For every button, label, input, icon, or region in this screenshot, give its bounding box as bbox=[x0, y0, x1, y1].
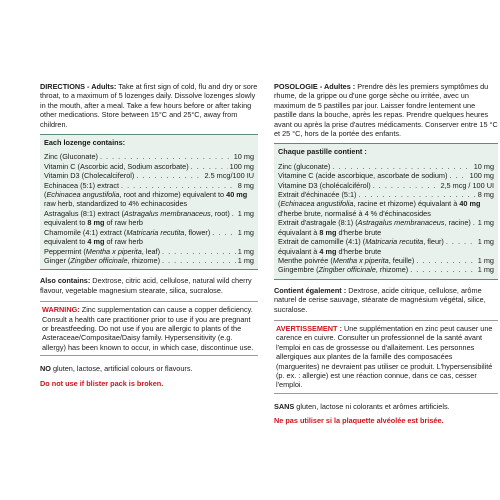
ingredient-row bbox=[278, 162, 494, 171]
ingredient-row bbox=[278, 181, 494, 190]
top-blank-area bbox=[0, 0, 500, 55]
ingredient-row: Astragalus (8:1) extract (Astragalus membranaceus, root) . . . 1 mg bbox=[44, 209, 254, 218]
ingredient-name: Extrait d'échinacée (5:1) bbox=[278, 190, 357, 200]
ingredients-box-fr bbox=[274, 143, 498, 279]
directions-text: Take at first sign of cold, flu and dry or sore throat, to a maximum of 5 lozenges daily. Dissolve lozenges slowly in the mouth, after a meal. Take a few hours before or after taking other medications. Store between 15°C and 25°C, away from children. bbox=[40, 82, 258, 129]
ingredient-amount: 8 mg bbox=[477, 190, 494, 200]
posologie-text: Prendre dès les premiers symptômes du rhume, de la grippe ou d'une gorge sèche ou irritée, avec un maximum de 5 pastilles par jour. Laisser fondre lentement une pastille dans la bouche, après les repas. Prendre quelques heures avant ou après la prise d'autres médicaments. Conserver entre 15 °C et 25 °C, hors de la portée des enfants. bbox=[274, 82, 498, 139]
ingredients-title-fr: Chaque pastille contient : bbox=[278, 147, 367, 157]
posologie-label: POSOLOGIE - Adultes : bbox=[274, 82, 356, 91]
ingredient-row bbox=[278, 171, 494, 180]
blister-warning-fr: Ne pas utiliser si la plaquette alvéolée est brisée. bbox=[274, 416, 444, 426]
warning-label: WARNING: bbox=[42, 305, 80, 315]
ingredient-amount: 100 mg bbox=[229, 161, 254, 171]
also-contains: Also contains: Dextrose, citric acid, cellulose, natural wild cherry flavour, vegetable magnesium stearate, silica, sucralose. bbox=[40, 276, 252, 295]
french-column bbox=[274, 82, 498, 431]
ingredient-row: Extrait d'astragale (8:1) (Astragalus membranaceus, racine) . . . 1 mg bbox=[278, 218, 494, 227]
ingredient-name: Echinacea (5:1) extract bbox=[44, 180, 120, 190]
free-from-statement: NO gluten, lactose, artificial colours or flavours. bbox=[40, 364, 193, 374]
ingredient-name: Vitamine C (acide ascorbique, ascorbate de sodium) bbox=[278, 171, 448, 181]
ingredient-name: Vitamine D3 (cholécalciférol) bbox=[278, 180, 371, 190]
ingredient-name: Vitamin D3 (Cholecalciferol) bbox=[44, 171, 135, 181]
warning-text-fr: Une supplémentation en zinc peut causer une carence en cuivre. Consulter un professionnel de la santé avant l'emploi en cas de grossesse ou d'allaitement. Les personnes allergiques aux plantes de la famille des composacées (marguerites) ne devraient pas utiliser ce produit. L'hypersensibilité (p. ex. : allergie) est une réaction connue, dans ce cas, cesser l'emploi. bbox=[276, 323, 493, 390]
posologie-paragraph bbox=[274, 82, 498, 138]
astragalus-equivalent: equivalent to 8 mg of raw herb bbox=[44, 218, 143, 228]
ingredient-row: Gingembre (Zingiber officinale, rhizome) . . . 1 mg bbox=[278, 265, 494, 274]
ingredient-row bbox=[278, 190, 494, 199]
ingredient-amount: 2,5 mcg / 100 UI bbox=[440, 180, 494, 190]
ingredient-amount: 10 mg bbox=[233, 152, 254, 162]
english-column bbox=[40, 82, 258, 393]
ingredients-box bbox=[40, 134, 258, 270]
echinacea-note-fr: (Echinacea angustifolia, racine et rhizome) équivalant à 40 mg bbox=[278, 199, 481, 209]
ingredient-name: Zinc (gluconate) bbox=[278, 161, 331, 171]
also-contains-fr: Contient également : Dextrose, acide citrique, cellulose, arôme naturel de cerise sauvage, stéarate de magnésium végétal, silice, sucralose. bbox=[274, 285, 486, 314]
ingredient-name: Vitamin C (Ascorbic acid, Sodium ascorbate) bbox=[44, 161, 189, 171]
ingredient-row: Menthe poivrée (Mentha x piperita, feuille) . . . 1 mg bbox=[278, 256, 494, 265]
blister-warning: Do not use if blister pack is broken. bbox=[40, 378, 164, 388]
ingredient-row bbox=[44, 181, 254, 190]
chamomile-equivalent-fr: équivalant à 4 mg d'herbe brute bbox=[278, 246, 382, 256]
ingredient-row bbox=[44, 162, 254, 171]
warning-box-fr bbox=[274, 320, 498, 394]
ingredient-row: Ginger (Zingiber officinale, rhizome) . . . 1 mg bbox=[44, 256, 254, 265]
ingredient-amount: 2.5 mcg/100 IU bbox=[204, 171, 254, 181]
directions-paragraph bbox=[40, 82, 258, 129]
chamomile-equivalent: equivalent to 4 mg of raw herb bbox=[44, 237, 143, 247]
directions-label: DIRECTIONS - Adults: bbox=[40, 82, 117, 91]
ingredient-amount: 10 mg bbox=[473, 161, 494, 171]
ingredient-amount: 100 mg bbox=[469, 171, 494, 181]
ingredient-row bbox=[44, 152, 254, 161]
echinacea-note-2: raw herb, standardized to 4% echinacosides bbox=[44, 199, 188, 209]
ingredient-row: Peppermint (Mentha x piperita, leaf) . . . 1 mg bbox=[44, 247, 254, 256]
warning-text: Zinc supplementation can cause a copper deficiency. Consult a health care practitioner prior to use if you are pregnant or breastfeeding. Do not use if you are allergic to plants of the Asteraceae/Compositae/Daisy family. Hypersensitivity (e.g. allergy) has been known to occur, in which case, discontinue use. bbox=[42, 305, 254, 352]
echinacea-note-2-fr: d'herbe brute, normalisé à 4 % d'échinacosides bbox=[278, 208, 431, 218]
ingredient-name: Zinc (Gluconate) bbox=[44, 152, 98, 162]
astragalus-equivalent-fr: équivalant à 8 mg d'herbe brute bbox=[278, 227, 382, 237]
free-from-statement-fr: SANS gluten, lactose ni colorants et arômes artificiels. bbox=[274, 401, 450, 411]
ingredient-row bbox=[44, 171, 254, 180]
ingredient-amount: 8 mg bbox=[237, 180, 254, 190]
echinacea-note: (Echinacea angustifolia, root and rhizome) equivalent to 40 mg bbox=[44, 190, 248, 200]
warning-label-fr: AVERTISSEMENT : bbox=[276, 323, 342, 333]
warning-box bbox=[40, 301, 258, 356]
ingredients-title: Each lozenge contains: bbox=[44, 138, 126, 148]
ingredient-row: Extrait de camomille (4:1) (Matricaria recutita, fleur) . . . 1 mg bbox=[278, 237, 494, 246]
ingredient-row: Chamomile (4:1) extract (Matricaria recutita, flower) . . . 1 mg bbox=[44, 228, 254, 237]
